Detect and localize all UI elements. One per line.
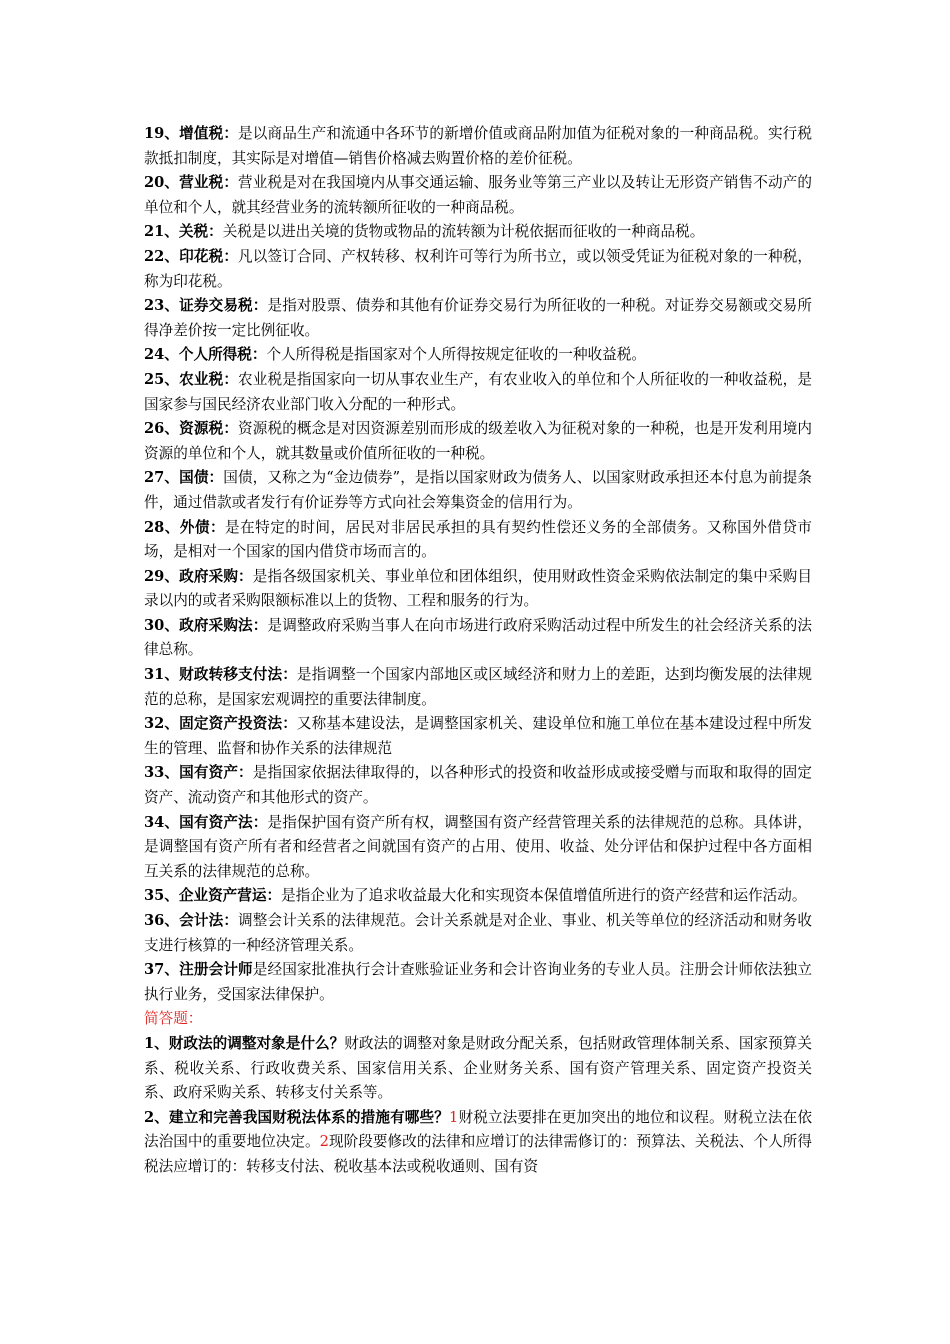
definition-23: [144, 294, 812, 343]
definition-term: 25、农业税：: [144, 370, 239, 388]
definition-text: 是经国家批准执行会计查账验证业务和会计咨询业务的专业人员。注册会计师依法独立执行业务，受国家法律保护。: [144, 961, 812, 1003]
definition-text: 又称基本建设法，是调整国家机关、建设单位和施工单位在基本建设过程中所发生的管理、监督和协作关系的法律规范: [144, 715, 812, 757]
qa-item-2: [144, 1106, 812, 1180]
definition-text: 是指调整一个国家内部地区或区域经济和财力上的差距，达到均衡发展的法律规范的总称，是国家宏观调控的重要法律制度。: [144, 666, 812, 708]
definition-24: [144, 343, 812, 368]
definition-term: 32、固定资产投资法：: [144, 715, 297, 733]
definition-36: [144, 909, 812, 958]
question-text: 1、财政法的调整对象是什么？: [144, 1034, 345, 1052]
definition-35: [144, 884, 812, 909]
definition-text: 是在特定的时间，居民对非居民承担的具有契约性偿还义务的全部债务。又称国外借贷市场，是相对一个国家的国内借贷市场而言的。: [144, 518, 812, 561]
definition-27: [144, 466, 812, 515]
definition-text: 是指企业为了追求收益最大化和实现资本保值增值所进行的资产经营和运作活动。: [281, 887, 807, 905]
definition-32: [144, 712, 812, 761]
definition-34: [144, 811, 812, 885]
definition-term: 30、政府采购法：: [144, 616, 268, 634]
definition-text: 凡以签订合同、产权转移、权利许可等行为所书立，或以领受凭证为征税对象的一种税，称为印花税。: [144, 247, 812, 290]
definition-text: 是以商品生产和流通中各环节的新增价值或商品附加值为征税对象的一种商品税。实行税款抵扣制度，其实际是对增值—销售价格减去购置价格的差价征税。: [144, 125, 812, 167]
definition-31: [144, 663, 812, 712]
definition-20: [144, 171, 812, 220]
definition-term: 19、增值税：: [144, 125, 239, 142]
section-heading: 简答题：: [144, 1010, 203, 1028]
definition-term: 28、外债：: [144, 518, 226, 536]
answer-text: 财税立法要排在更加突出的地位和议程。财税立法在依法治国中的重要地位决定。: [144, 1108, 812, 1151]
definition-term: 36、会计法：: [144, 912, 239, 929]
answer-text: 财政法的调整对象是财政分配关系，包括财政管理体制关系、国家预算关系、税收关系、行政收费关系、国家信用关系、企业财务关系、国有资产管理关系、固定资产投资关系、政府采购关系、转移支付关系等。: [144, 1034, 813, 1102]
definition-term: 22、印花税：: [144, 247, 239, 265]
definition-text: 资源税的概念是对因资源差别而形成的级差收入为征税对象的一种税，也是开发利用境内资源的单位和个人，就其数量或价值所征收的一种税。: [144, 420, 812, 462]
question-text: 2、建立和完善我国财税法体系的措施有哪些？: [144, 1108, 450, 1126]
definition-term: 23、证券交易税：: [144, 297, 268, 315]
answer-point-number: 1: [449, 1108, 459, 1126]
definition-term: 29、政府采购：: [144, 567, 253, 585]
definition-text: 是调整政府采购当事人在向市场进行政府采购活动过程中所发生的社会经济关系的法律总称。: [144, 616, 812, 659]
definition-30: [144, 614, 812, 663]
definition-term: 26、资源税：: [144, 420, 239, 438]
answer-text: 现阶段要修改的法律和应增订的法律需修订的：预算法、关税法、个人所得税法应增订的：转移支付法、税收基本法或税收通则、国有资: [144, 1133, 812, 1175]
definition-29: [144, 565, 812, 614]
definition-33: [144, 761, 812, 810]
definition-text: 关税是以进出关境的货物或物品的流转额为计税依据而征收的一种商品税。: [222, 223, 705, 241]
definition-text: 农业税是指国家向一切从事农业生产，有农业收入的单位和个人所征收的一种收益税，是国家参与国民经济农业部门收入分配的一种形式。: [144, 370, 812, 413]
definition-term: 21、关税：: [144, 223, 223, 241]
definition-term: 35、企业资产营运：: [144, 887, 282, 905]
definition-term: 20、营业税：: [144, 174, 239, 192]
answer-point-number: 2: [319, 1133, 329, 1151]
definition-text: 营业税是对在我国境内从事交通运输、服务业等第三产业以及转让无形资产销售不动产的单位和个人，就其经营业务的流转额所征收的一种商品税。: [144, 174, 812, 216]
definition-text: 是指国家依据法律取得的，以各种形式的投资和收益形成或接受赠与而取和取得的固定资产、流动资产和其他形式的资产。: [144, 764, 812, 807]
definition-term: 27、国债：: [144, 469, 224, 487]
document-page: [144, 122, 812, 1180]
definition-term: 33、国有资产：: [144, 764, 253, 782]
definition-37: [144, 958, 812, 1007]
definition-term: 24、个人所得税：: [144, 346, 267, 364]
definition-28: [144, 516, 812, 565]
definition-term: 34、国有资产法：: [144, 813, 268, 831]
definition-term: 31、财政转移支付法：: [144, 666, 297, 684]
qa-item-1: [144, 1032, 812, 1106]
definition-text: 是指各级国家机关、事业单位和团体组织，使用财政性资金采购依法制定的集中采购目录以内的或者采购限额标准以上的货物、工程和服务的行为。: [144, 567, 812, 610]
definition-26: [144, 417, 812, 466]
definition-19: [144, 122, 812, 171]
definition-22: [144, 245, 812, 294]
definition-21: [144, 220, 812, 245]
definition-text: 是指对股票、债券和其他有价证券交易行为所征收的一种税。对证券交易额或交易所得净差价按一定比例征收。: [144, 297, 812, 339]
definition-text: 调整会计关系的法律规范。会计关系就是对企业、事业、机关等单位的经济活动和财务收支进行核算的一种经济管理关系。: [144, 912, 812, 954]
definition-text: 国债，又称之为“金边债券”，是指以国家财政为债务人、以国家财政承担还本付息为前提条件，通过借款或者发行有价证券等方式向社会筹集资金的信用行为。: [144, 469, 812, 511]
definition-25: [144, 368, 812, 417]
definition-text: 是指保护国有资产所有权，调整国有资产经营管理关系的法律规范的总称。具体讲，是调整国有资产所有者和经营者之间就国有资产的占用、使用、收益、处分评估和保护过程中各方面相互关系的法律规范的总称。: [144, 813, 812, 880]
definition-text: 个人所得税是指国家对个人所得按规定征收的一种收益税。: [266, 346, 646, 364]
definition-term: 37、注册会计师: [144, 961, 253, 979]
